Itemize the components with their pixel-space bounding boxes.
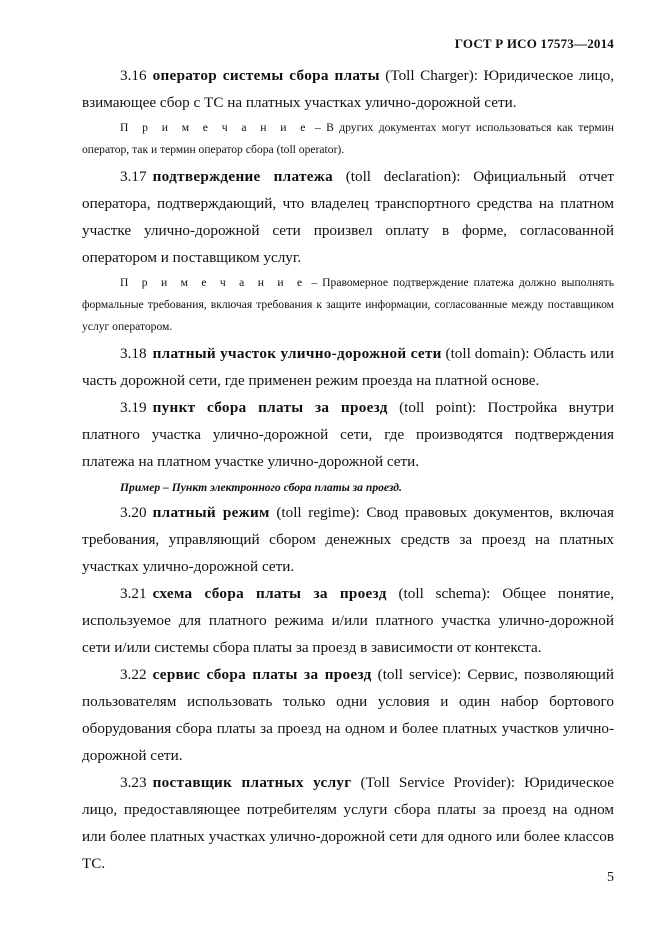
entry-term: платный режим (152, 504, 270, 521)
entry-3-20 (82, 499, 614, 580)
entry-note (82, 272, 614, 338)
entry-term: пункт сбора платы за проезд (152, 399, 388, 416)
note-label: П р и м е ч а н и е (120, 121, 310, 134)
entry-definition: (toll declaration): Официальный отчет оператора, подтверждающий, что владелец транспортного средства на платном участке улично-дорожной сети произвел оплату в форме, согласованной оператором и поставщиком услуг. (82, 168, 614, 266)
entry-definition: (Toll Service Provider): Юридическое лицо, предоставляющее потребителям услуги сбора платы за проезд на одном или более платных участках улично-дорожной сети для одного или более классов ТС. (82, 774, 614, 872)
document-body (82, 62, 614, 877)
standard-header: ГОСТ Р ИСО 17573—2014 (454, 36, 614, 51)
entry-number: 3.16 (120, 67, 147, 84)
page-number: 5 (607, 870, 614, 885)
entry-3-22 (82, 661, 614, 769)
entry-definition: (toll service): Сервис, позволяющий пользователям использовать только одни условия и один набор бортового оборудования сбора платы за проезд на одном и более платных участков улично-дорожной сети. (82, 666, 614, 764)
entry-term: платный участок улично-дорожной сети (152, 345, 442, 362)
entry-note (82, 117, 614, 161)
entry-definition: (toll domain): Область или часть дорожной сети, где применен режим проезда на платной основе. (82, 345, 614, 389)
note-label: П р и м е ч а н и е (120, 276, 307, 289)
entry-example: Пример – Пункт электронного сбора платы за проезд. (120, 481, 402, 494)
entry-term: поставщик платных услуг (152, 774, 352, 791)
entry-3-17 (82, 163, 614, 271)
entry-definition: (toll schema): Общее понятие, используемое для платного режима и/или платного участка улично-дорожной сети и/или системы сбора платы за проезд в зависимости от контекста. (82, 585, 615, 656)
entry-term: схема сбора платы за проезд (152, 585, 387, 602)
entry-definition: (toll regime): Свод правовых документов, включая требования, управляющий сбором денежных средств за проезд на платных участках улично-дорожной сети. (82, 504, 614, 575)
entry-number: 3.18 (120, 345, 147, 362)
entry-definition: (toll point): Постройка внутри платного участка улично-дорожной сети, где производятся подтверждения платежа на платном участке улично-дорожной сети. (82, 399, 615, 470)
entry-term: подтверждение платежа (152, 168, 333, 185)
entry-number: 3.17 (120, 168, 147, 185)
entry-3-16 (82, 62, 614, 116)
entry-definition: (Toll Charger): Юридическое лицо, взимающее сбор с ТС на платных участках улично-дорожной сети. (82, 67, 614, 111)
entry-3-18 (82, 340, 614, 394)
entry-number: 3.20 (120, 504, 147, 521)
entry-number: 3.19 (120, 399, 147, 416)
note-text: – В других документах могут использоваться как термин оператор, так и термин оператор сбора (toll operator). (82, 121, 615, 156)
entry-3-21 (82, 580, 614, 661)
entry-number: 3.23 (120, 774, 147, 791)
note-text: – Правомерное подтверждение платежа должно выполнять формальные требования, включая требования к защите информации, согласованные между поставщиком услуг оператором. (82, 276, 614, 333)
entry-number: 3.22 (120, 666, 147, 683)
entry-term: оператор системы сбора платы (152, 67, 380, 84)
entry-3-19 (82, 394, 614, 475)
entry-term: сервис сбора платы за проезд (152, 666, 372, 683)
entry-3-23 (82, 769, 614, 877)
entry-number: 3.21 (120, 585, 147, 602)
